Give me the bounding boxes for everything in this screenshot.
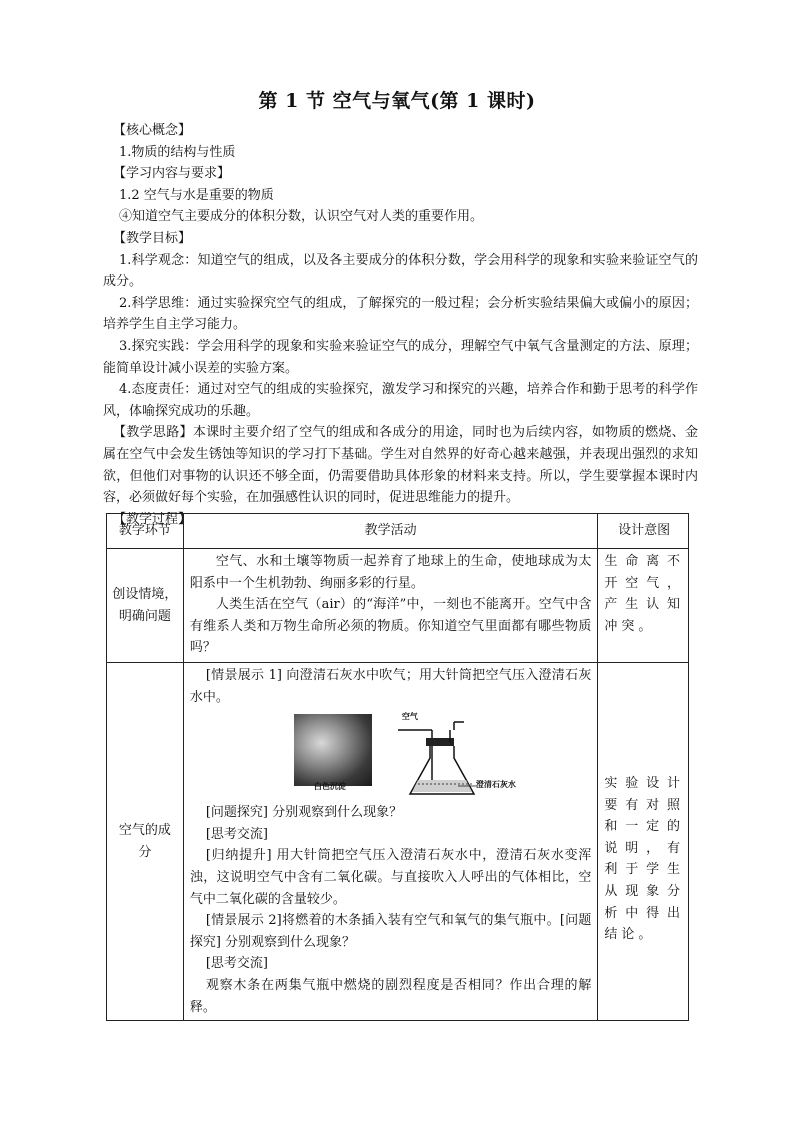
- row2-paragraph-1: [情景展示 1] 向澄清石灰水中吹气；用大针筒把空气压入澄清石灰水中。: [189, 668, 592, 705]
- table-row: [107, 549, 689, 663]
- row2-intent-text: 实验设计要有对照和一定的说明，有利于学生从现象分析中得出结论。: [604, 776, 684, 943]
- process-heading: 【教学过程】: [113, 511, 192, 527]
- thinking-heading: 【教学思路】: [113, 425, 193, 441]
- core-concept-item: 1.物质的结构与性质: [119, 144, 236, 160]
- row1-activity: [183, 549, 598, 663]
- photo-label: 白色沉淀: [313, 782, 346, 792]
- process-table: [106, 513, 689, 1021]
- limewater-label: 澄清石灰水: [475, 780, 516, 790]
- learning-item-1: 1.2 空气与水是重要的物质: [119, 187, 274, 203]
- row1-intent-text: 生命离不开空气，产生认知冲突。: [604, 554, 684, 634]
- experiment-figure: [190, 712, 592, 800]
- page-title: 第 1 节 空气与氧气(第 1 课时): [258, 90, 536, 112]
- flask-diagram: [398, 714, 538, 798]
- learning-heading: 【学习内容与要求】: [113, 166, 231, 182]
- row2-paragraph-5: [情景展示 2]将燃着的木条插入装有空气和氧气的集气瓶中。[问题探究] 分别观察到什么现象？: [189, 913, 592, 950]
- thinking-paragraph: [103, 422, 698, 508]
- document-body: [103, 120, 698, 530]
- core-concept-heading: 【核心概念】: [113, 123, 192, 138]
- header-stage: 教学环节: [107, 514, 184, 549]
- air-label: 空气: [401, 712, 418, 722]
- row2-paragraph-4: [归纳提升] 用大针筒把空气压入澄清石灰水中，澄清石灰水变浑浊，这说明空气中含有二氧化碳。与直接吹入人呼出的气体相比，空气中二氧化碳的含量较少。: [189, 848, 592, 907]
- thinking-text: 本课时主要介绍了空气的组成和各成分的用途，同时也为后续内容，如物质的燃烧、金属在空气中会发生锈蚀等知识的学习打下基础。学生对自然界的好奇心越来越强，并表现出强烈的求知欲，但他们对事物的认识还不够全面，仍需要借助具体形象的材料来支持。所以，学生要掌握本课时内容，必须做好每个实验，在加强感性认识的同时，促进思维能力的提升。: [103, 425, 698, 506]
- goals-heading: 【教学目标】: [113, 230, 192, 246]
- row1-stage-text: 创设情境，明确问题: [112, 586, 178, 624]
- goal-3: 3.探究实践：学会用科学的现象和实验来验证空气的成分，理解空气中氧气含量测定的方法、原理；能简单设计减小误差的实验方案。: [103, 338, 698, 376]
- row2-intent: [598, 663, 689, 1021]
- row2-paragraph-6: [思考交流]: [205, 956, 268, 972]
- row1-intent: [598, 549, 689, 663]
- row2-paragraph-3: [思考交流]: [205, 826, 268, 842]
- goal-1: 1.科学观念：知道空气的组成，以及各主要成分的体积分数，学会用科学的现象和实验来验证空气的成分。: [103, 252, 698, 290]
- header-intent: 设计意图: [598, 514, 689, 549]
- row2-stage: [107, 663, 184, 1021]
- row1-stage: [107, 549, 184, 663]
- row1-paragraph-1: 空气、水和土壤等物质一起养育了地球上的生命，使地球成为太阳系中一个生机勃勃、绚丽多彩的行星。: [189, 554, 592, 591]
- row2-stage-text: 空气的成分: [118, 822, 171, 860]
- row1-paragraph-2: 人类生活在空气（air）的“海洋”中，一刻也不能离开。空气中含有维系人类和万物生命所必须的物质。你知道空气里面都有哪些物质吗？: [189, 597, 592, 656]
- table-row: [107, 663, 689, 1021]
- exhale-photo: [294, 714, 372, 786]
- table-header-row: [107, 514, 689, 549]
- learning-item-2: ④知道空气主要成分的体积分数，认识空气对人类的重要作用。: [119, 209, 484, 225]
- header-activity: 教学活动: [183, 514, 598, 549]
- row2-activity: [183, 663, 598, 1021]
- goal-4: 4.态度责任：通过对空气的组成的实验探究，激发学习和探究的兴趣，培养合作和勤于思考的科学作风，体喻探究成功的乐趣。: [103, 382, 698, 419]
- row2-paragraph-2: [问题探究] 分别观察到什么现象？: [205, 805, 403, 821]
- row2-paragraph-7: 观察木条在两集气瓶中燃烧的剧烈程度是否相同？作出合理的解释。: [189, 977, 592, 1015]
- goal-2: 2.科学思维：通过实验探究空气的组成，了解探究的一般过程；会分析实验结果偏大或偏小的原因；培养学生自主学习能力。: [103, 295, 698, 333]
